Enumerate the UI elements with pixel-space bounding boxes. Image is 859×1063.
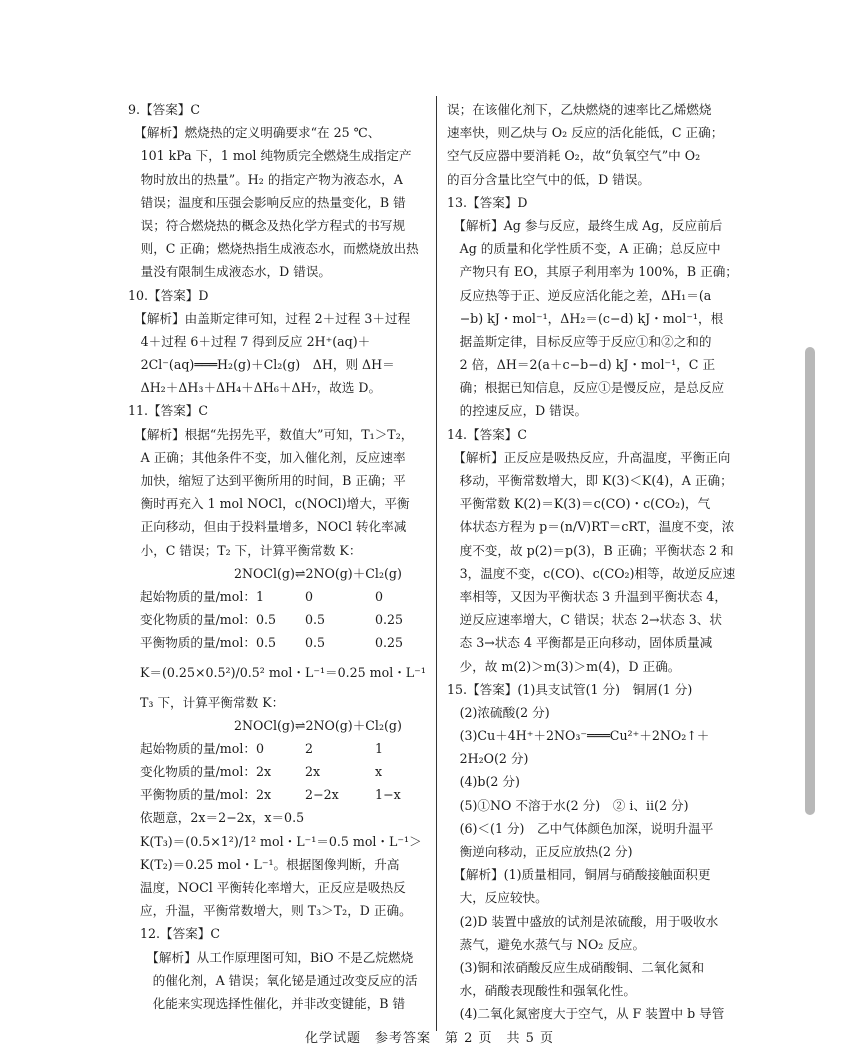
text-line: 衡逆向移动，正反应放热(2 分) xyxy=(447,844,633,859)
text-line: 错误；温度和压强会影响反应的热量变化，B 错 xyxy=(128,194,406,210)
text-line: (3)铜和浓硝酸反应生成硝酸铜、二氧化氮和 xyxy=(447,959,705,975)
text-line: 则，C 正确；燃烧热指生成液态水，而燃烧放出热 xyxy=(128,241,419,257)
equilibrium-equation-t2: 2NOCl(g)⇌2NO(g)＋Cl₂(g) xyxy=(234,565,402,581)
text-line: 大，反应较快。 xyxy=(447,890,548,906)
text-line: Ag 的质量和化学性质不变，A 正确；总反应中 xyxy=(447,241,721,257)
table-cell: 0.5 xyxy=(305,612,326,628)
text-line: 误；符合燃烧热的概念及热化学方程式的书写规 xyxy=(128,217,406,233)
text-line: 【解析】燃烧热的定义明确要求“在 25 ℃、 xyxy=(128,125,381,141)
table-cell: 起始物质的量/mol：1 xyxy=(140,588,264,604)
text-line: 体状态方程为 p＝(n/V)RT＝cRT，温度不变，浓 xyxy=(447,519,735,535)
text-line: 衡时再充入 1 mol NOCl，c(NOCl)增大，平衡 xyxy=(128,496,410,512)
text-line: 11.【答案】C xyxy=(128,403,209,419)
text-line: 的百分含量比空气中的低，D 错误。 xyxy=(447,171,651,187)
text-line: 速率快，则乙炔与 O₂ 反应的活化能低，C 正确； xyxy=(447,125,724,141)
text-line: 小，C 错误；T₂ 下，计算平衡常数 K： xyxy=(128,542,362,558)
table-cell: 平衡物质的量/mol：0.5 xyxy=(140,635,276,651)
text-line: 正向移动，但由于投料量增多，NOCl 转化率减 xyxy=(128,519,407,535)
text-line: 应，升温，平衡常数增大，则 T₃＞T₂，D 正确。 xyxy=(140,903,412,919)
table-cell: 变化物质的量/mol：2x xyxy=(140,764,272,780)
table-cell: 变化物质的量/mol：0.5 xyxy=(140,612,276,628)
page-footer: 化学试题 参考答案 第 2 页 共 5 页 xyxy=(304,1031,555,1046)
vertical-scrollbar[interactable] xyxy=(805,347,815,815)
text-line: 【解析】Ag 参与反应，最终生成 Ag，反应前后 xyxy=(447,217,723,233)
text-line: 【解析】从工作原理图可知，BiO 不是乙烷燃烧 xyxy=(140,949,414,965)
text-line: 误；在该催化剂下，乙炔燃烧的速率比乙烯燃烧 xyxy=(447,102,712,117)
text-line: 3，温度不变，c(CO)、c(CO₂)相等，故逆反应速 xyxy=(447,565,736,581)
text-line: (2)D 装置中盛放的试剂是浓硫酸，用于吸收水 xyxy=(447,913,719,929)
text-line: 10.【答案】D xyxy=(128,287,209,303)
text-line: 2H₂O(2 分) xyxy=(447,751,529,767)
text-line: 2Cl⁻(aq)═══H₂(g)＋Cl₂(g) ΔH，则 ΔH＝ xyxy=(128,357,395,373)
text-line: 化能来实现选择性催化，并非改变键能，B 错 xyxy=(140,995,406,1011)
column-divider xyxy=(436,96,437,1031)
left-tail-block xyxy=(128,806,428,1015)
table-row xyxy=(128,760,428,783)
text-line: 少，故 m(2)＞m(3)＞m(4)，D 正确。 xyxy=(447,658,681,674)
text-line: −b) kJ・mol⁻¹，ΔH₂＝(c−d) kJ・mol⁻¹，根 xyxy=(447,310,724,326)
table-cell: 2x xyxy=(305,764,321,780)
table-cell: 0 xyxy=(305,588,314,604)
table-cell: 0.25 xyxy=(375,635,404,651)
table-row xyxy=(128,631,428,654)
text-line: (5)①NO 不溶于水(2 分) ② ⅰ、ⅱ(2 分) xyxy=(447,797,689,813)
text-line: K(T₂)＝0.25 mol・L⁻¹。根据图像判断，升高 xyxy=(140,856,400,872)
text-line: 101 kPa 下，1 mol 纯物质完全燃烧生成指定产 xyxy=(128,148,412,164)
text-line: A 正确；其他条件不变，加入催化剂，反应速率 xyxy=(128,449,406,465)
text-line: 移动，平衡常数增大，即 K(3)＜K(4)，A 正确； xyxy=(447,473,733,488)
text-line: 【解析】根据“先拐先平，数值大”可知，T₁＞T₂， xyxy=(128,426,414,442)
text-line: 态 3→状态 4 平衡都是正向移动，固体质量减 xyxy=(447,635,713,651)
table-cell: 1−x xyxy=(375,787,401,803)
text-line: 度不变，故 p(2)＝p(3)，B 正确；平衡状态 2 和 xyxy=(447,542,734,558)
text-line: (4)b(2 分) xyxy=(447,774,520,790)
right-answer-block xyxy=(447,98,740,1026)
text-line: 加快，缩短了达到平衡所用的时间，B 正确；平 xyxy=(128,473,406,488)
text-line: 14.【答案】C xyxy=(447,426,528,442)
table-cell: x xyxy=(375,764,383,780)
text-line: (2)浓硫酸(2 分) xyxy=(447,704,550,720)
table-cell: 2 xyxy=(305,740,314,756)
table-cell: 0.25 xyxy=(375,612,404,628)
text-line: 平衡常数 K(2)＝K(3)＝c(CO)・c(CO₂)，气 xyxy=(447,496,711,512)
text-line: 水，硝酸表现酸性和强氧化性。 xyxy=(447,983,636,999)
text-line: 率相等，又因为平衡状态 3 升温到平衡状态 4， xyxy=(447,588,727,604)
table-row xyxy=(128,608,428,631)
text-line: 据盖斯定律，目标反应等于反应①和②之和的 xyxy=(447,333,712,349)
text-line: (4)二氧化氮密度大于空气，从 F 装置中 b 导管 xyxy=(447,1006,725,1022)
table-cell: 起始物质的量/mol：0 xyxy=(140,740,264,756)
text-line: 依题意，2x＝2−2x，x＝0.5 xyxy=(140,810,305,826)
text-line: K(T₃)＝(0.5×1²)/1² mol・L⁻¹＝0.5 mol・L⁻¹＞ xyxy=(140,833,422,849)
text-line: 空气反应器中要消耗 O₂，故“负氧空气”中 O₂ xyxy=(447,148,701,164)
text-line: 4＋过程 6＋过程 7 得到反应 2H⁺(aq)＋ xyxy=(128,333,371,349)
text-line: 15.【答案】(1)具支试管(1 分) 铜屑(1 分) xyxy=(447,681,693,697)
text-line: 12.【答案】C xyxy=(140,926,221,942)
text-line: 反应热等于正、逆反应活化能之差，ΔH₁＝(a xyxy=(447,287,712,303)
table-cell: 0.5 xyxy=(305,635,326,651)
text-line: 9.【答案】C xyxy=(128,102,201,117)
table-cell: 2−2x xyxy=(305,787,339,803)
table-cell: 1 xyxy=(375,740,384,756)
table-row xyxy=(128,585,428,608)
text-line: ΔH₂＋ΔH₃＋ΔH₄＋ΔH₆＋ΔH₇，故选 D。 xyxy=(128,380,382,396)
table-cell: 0 xyxy=(375,588,384,604)
ice-table-t3 xyxy=(128,737,428,807)
text-line: 量没有限制生成液态水，D 错误。 xyxy=(128,264,332,280)
left-column xyxy=(128,98,428,1015)
equilibrium-equation-t3: 2NOCl(g)⇌2NO(g)＋Cl₂(g) xyxy=(234,717,402,733)
table-cell: 平衡物质的量/mol：2x xyxy=(140,787,272,803)
left-answer-block xyxy=(128,98,428,562)
text-line: (3)Cu＋4H⁺＋2NO₃⁻═══Cu²⁺＋2NO₂↑＋ xyxy=(447,728,710,744)
text-line: 的控速反应，D 错误。 xyxy=(447,403,588,419)
text-line: 确；根据已知信息，反应①是慢反应，是总反应 xyxy=(447,380,725,396)
text-line: 蒸气，避免水蒸气与 NO₂ 反应。 xyxy=(447,936,646,952)
text-line: 13.【答案】D xyxy=(447,194,528,210)
text-line: 【解析】(1)质量相同，铜屑与硝酸接触面积更 xyxy=(447,867,711,883)
table-row xyxy=(128,783,428,806)
right-column xyxy=(447,98,740,1026)
text-line: 物时放出的热量”。H₂ 的指定产物为液态水，A xyxy=(128,171,403,187)
text-line: 【解析】由盖斯定律可知，过程 2＋过程 3＋过程 xyxy=(128,310,411,326)
text-line: 的催化剂，A 错误；氧化铋是通过改变反应的活 xyxy=(140,972,418,988)
text-line: 2 倍，ΔH＝2(a＋c−b−d) kJ・mol⁻¹，C 正 xyxy=(447,357,716,373)
table-row xyxy=(128,737,428,760)
text-line: 逆反应速率增大，C 错误；状态 2→状态 3、状 xyxy=(447,612,722,628)
text-line: 【解析】正反应是吸热反应，升高温度，平衡正向 xyxy=(447,449,731,465)
text-line: (6)＜(1 分) 乙中气体颜色加深，说明升温平 xyxy=(447,820,714,836)
t3-intro: T₃ 下，计算平衡常数 K： xyxy=(140,694,285,710)
k-value-t2: K＝(0.25×0.5²)/0.5² mol・L⁻¹＝0.25 mol・L⁻¹ xyxy=(140,664,426,680)
text-line: 温度，NOCl 平衡转化率增大，正反应是吸热反 xyxy=(140,880,406,895)
ice-table-t2 xyxy=(128,585,428,655)
text-line: 产物只有 EO，其原子利用率为 100%，B 正确； xyxy=(447,264,738,280)
